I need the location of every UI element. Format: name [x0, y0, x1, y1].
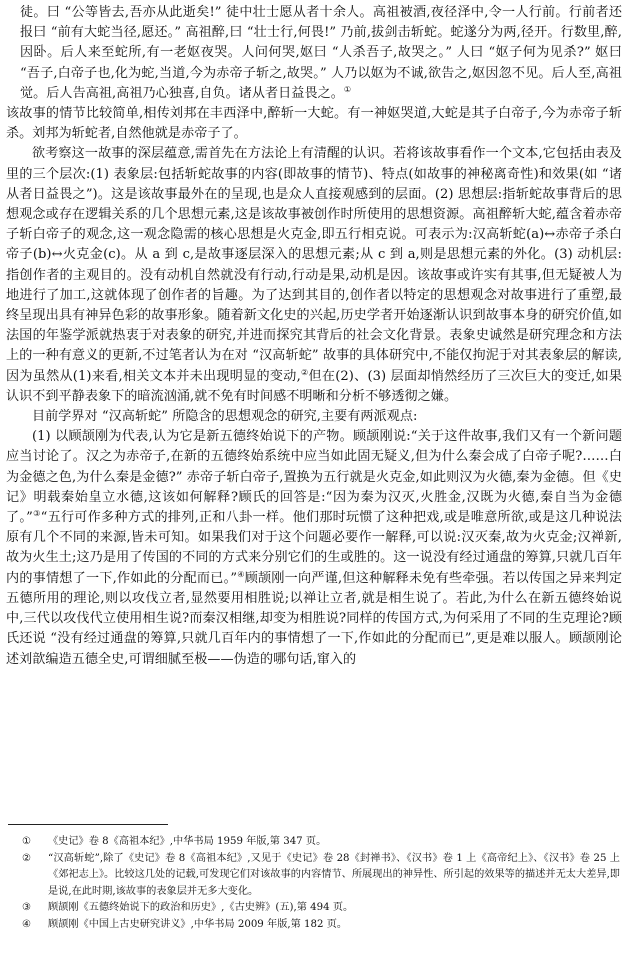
- paragraph-summary: 该故事的情节比较简单,相传刘邦在丰西泽中,醉斩一大蛇。有一神妪哭道,大蛇是其子白帝子,今为赤帝子斩杀。刘邦为斩蛇者,自然他就是赤帝子了。: [6, 106, 622, 142]
- footnote-separator: [8, 824, 168, 825]
- footnote-text: “汉高斩蛇”,除了《史记》卷 8《高祖本纪》,又见于《史记》卷 28《封禅书》、《汉书》卷 1 上《高帝纪上》、《汉书》卷 25 上《郊祀志上》。比较这几处的记载,可发现它们对该故事的内容情节、所展现出的神异性、所引起的效果等的描述并无太大差异,即是说,在此时期,该故事的表象层并无多大变化。: [48, 852, 620, 897]
- footnote-ref-2: ②: [300, 367, 309, 377]
- paragraph-gu-part-1: (1) 以顾颉刚为代表,认为它是新五德终始说下的产物。顾颉刚说:“关于这件故事,我们又有一个新问题应当讨论了。汉之为赤帝子,在新的五德终始系统中应当如此固无疑义,但为什么秦会成了白帝子呢?……白为金德之色,为什么秦是金德?” 赤帝子斩白帝子,置换为五行就是火克金,如此则汉为火德,秦为金德。但《史记》明载秦始皇立水德,这该如何解释?顾氏的回答是:“因为秦为汉灭,火胜金,汉既为火德,秦自当为金德了。”: [6, 429, 622, 526]
- footnote-3: [8, 900, 620, 917]
- footnote-1: [8, 834, 620, 851]
- footnote-2: [8, 851, 620, 901]
- footnote-mark: ④: [22, 918, 32, 930]
- footnote-text: 顾颉刚《五德终始说下的政治和历史》,《古史辨》(五),第 494 页。: [48, 902, 354, 914]
- paragraph-method: [6, 144, 622, 407]
- paragraph-method-part-1: 欲考察这一故事的深层蕴意,需首先在方法论上有清醒的认识。若将该故事看作一个文本,它包括由表及里的三个层次:(1) 表象层:包括斩蛇故事的内容(即故事的情节)、特点(如故事的神秘离奇性)和效果(如 “诸从者日益畏之”)。这是该故事最外在的呈现,也是众人直接观感到的层面。(2) 思想层:指斩蛇故事背后的思想观念或存在逻辑关系的几个思想元素,这是该故事被创作时所使用的思想资源。高祖醉斩大蛇,蕴含着赤帝子斩白帝子的观念,这一观念隐需的核心思想是火克金,即五行相克说。可表示为:汉高斩蛇(a)↔赤帝子杀白帝子(b)↔火克金(c)。从 a 到 c,是故事逐层深入的思想元素;从 c 到 a,则是思想元素的外化。(3) 动机层:指创作者的主观目的。没有动机自然就没有行动,行动是果,动机是因。该故事或许实有其事,但无疑被人为地进行了加工,这就体现了创作者的旨趣。为了达到其目的,创作者以特定的思想观念对故事进行了重塑,最终呈现出具有神异色彩的故事形象。随着新文化史的兴起,历史学者开始逐渐认识到故事本身的研究价值,如法国的年鉴学派就热衷于对表象的研究,并进而探究其背后的社会文化背景。表象史诚然是研究理念和方法上的一种有意义的更新,不过笔者认为在对 “汉高斩蛇” 故事的具体研究中,不能仅拘泥于对其表象层的解读,因为虽然从(1)来看,相关文本并未出现明显的变动,: [6, 146, 622, 384]
- quote-text: 徒。曰 “公等皆去,吾亦从此逝矣!” 徒中壮士愿从者十余人。高祖被酒,夜径泽中,令一人行前。行前者还报曰 “前有大蛇当径,愿还。” 高祖醉,曰 “壮士行,何畏!” 乃前,拔剑击斩蛇。蛇遂分为两,径开。行数里,醉,因卧。后人来至蛇所,有一老妪夜哭。人问何哭,妪曰 “人杀吾子,故哭之。” 人曰 “妪子何为见杀?” 妪曰 “吾子,白帝子也,化为蛇,当道,今为赤帝子斩之,故哭。” 人乃以妪为不诚,欲告之,妪因忽不见。后人至,高祖觉。后人告高祖,高祖乃心独喜,自负。诸从者日益畏之。: [20, 5, 622, 101]
- main-text: [6, 3, 622, 670]
- footnote-ref-1: ①: [343, 84, 352, 94]
- paragraph-gu-part-2: “五行可作多种方式的排列,正和八卦一样。他们那时玩惯了这种把戏,或是唯意所欲,或是这几种说法原有几个不同的来源,皆未可知。如果我们对于这个问题必要作一解释,可以说:汉灭秦,故为火克金;汉禅新,故为火生土;这乃是用了传国的不同的方式来分别它们的生或胜的。这一说没有经过通盘的筹算,只就几百年内的事情想了一下,作如此的分配而已。”: [6, 510, 623, 586]
- footnote-mark: ①: [22, 836, 32, 847]
- paragraph-gu-jiegang: [6, 427, 622, 669]
- footnote-ref-4: ④: [237, 569, 245, 579]
- footnote-mark: ②: [22, 852, 32, 864]
- paragraph-method-part-2: 但在(2)、(3) 层面却悄然经历了三次巨大的变迁,如果认识不到平静表象下的暗流汹涌,就不免有时间感不明晰和分析不够透彻之嫌。: [6, 368, 622, 404]
- quoted-passage: [6, 3, 622, 104]
- footnote-4: [8, 917, 620, 934]
- paragraph-views-intro: 目前学界对 “汉高斩蛇” 所隐含的思想观念的研究,主要有两派观点:: [32, 409, 418, 425]
- footnote-ref-3: ③: [32, 509, 41, 519]
- footnote-text: 《史记》卷 8《高祖本纪》,中华书局 1959 年版,第 347 页。: [48, 836, 327, 847]
- footnotes: [8, 834, 620, 934]
- paragraph-gu-part-3: 顾颉刚一向严谨,但这种解释未免有些牵强。若以传国之异来判定五德所用的理论,则以攻伐立者,显然要用相胜说;以禅让立者,就是相生说了。若此,为什么在新五德终始说中,三代以攻伐代立使用相生说?而秦汉相继,却变为相胜说?同样的传国方式,为何采用了不同的生克理论?顾氏还说 “没有经过通盘的筹算,只就几百年内的事情想了一下,作如此的分配而已”,更是难以服人。顾颉刚论述刘歆编造五德全史,可谓细腻至极——伪造的哪句话,窜入的: [6, 570, 622, 667]
- footnote-text: 顾颉刚《中国上古史研究讲义》,中华书局 2009 年版,第 182 页。: [48, 918, 348, 930]
- footnote-mark: ③: [22, 902, 32, 914]
